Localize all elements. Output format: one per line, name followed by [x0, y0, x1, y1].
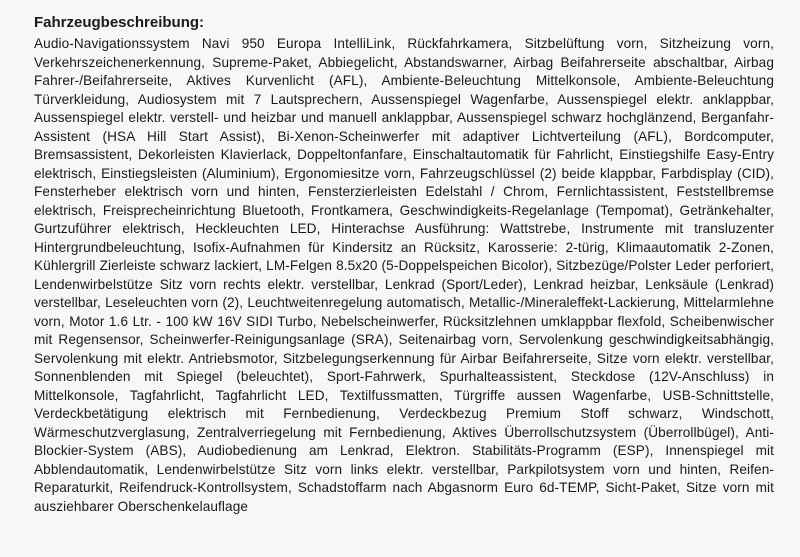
- page-title: Fahrzeugbeschreibung:: [34, 14, 205, 31]
- vehicle-description: [34, 14, 774, 516]
- equipment-list-text: Audio-Navigationssystem Navi 950 Europa IntelliLink, Rückfahrkamera, Sitzbelüftung vorn, Sitzheizung vorn, Verkehrszeichenerkennung, Supreme-Paket, Abbiegelicht, Abstandswarner, Airbag Beifahrerseite abschaltbar, Airbag Fahrer-/Beifahrerseite, Aktives Kurvenlicht (AFL), Ambiente-Beleuchtung Mittelkonsole, Ambiente-Beleuchtung Türverkleidung, Audiosystem mit 7 Lautsprechern, Aussenspiegel Wagenfarbe, Aussenspiegel elektr. anklappbar, Aussenspiegel elektr. verstell- und heizbar und manuell anklappbar, Aussenspiegel schwarz hochglänzend, Berganfahr-Assistent (HSA Hill Start Assist), Bi-Xenon-Scheinwerfer mit adaptiver Lichtverteilung (AFL), Bordcomputer, Bremsassistent, Dekorleisten Klavierlack, Doppeltonfanfare, Einschaltautomatik für Fahrlicht, Einstiegshilfe Easy-Entry elektrisch, Einstiegsleisten (Aluminium), Ergonomiesitze vorn, Fahrzeugschlüssel (2) beide klappbar, Farbdisplay (CID), Fensterheber elektrisch vorn und hinten, Fensterzierleisten Edelstahl / Chrom, Fernlichtassistent, Feststellbremse elektrisch, Freisprecheinrichtung Bluetooth, Frontkamera, Geschwindigkeits-Regelanlage (Tempomat), Getränkehalter, Gurtzuführer elektrisch, Heckleuchten LED, Hinterachse Ausführung: Wattstrebe, Instrumente mit transluzenter Hintergrundbeleuchtung, Isofix-Aufnahmen für Kindersitz an Rücksitz, Karosserie: 2-türig, Klimaautomatik 2-Zonen, Kühlergrill Zierleiste schwarz lackiert, LM-Felgen 8.5x20 (5-Doppelspeichen Bicolor), Sitzbezüge/Polster Leder perforiert, Lendenwirbelstütze Sitz vorn rechts elektr. verstellbar, Lenkrad (Sport/Leder), Lenkrad heizbar, Lenksäule (Lenkrad) verstellbar, Leseleuchten vorn (2), Leuchtweitenregelung automatisch, Metallic-/Mineraleffekt-Lackierung, Mittelarmlehne vorn, Motor 1.6 Ltr. - 100 kW 16V SIDI Turbo, Nebelscheinwerfer, Rücksitzlehnen umklappbar flexfold, Scheibenwischer mit Regensensor, Scheinwerfer-Reinigungsanlage (SRA), Seitenairbag vorn, Servolenkung geschwindigkeitsabhängig, Servolenkung mit elektr. Antriebsmotor, Sitzbelegungserkennung für Airbar Beifahrerseite, Sitze vorn elektr. verstellbar, Sonnenblenden mit Spiegel (beleuchtet), Sport-Fahrwerk, Spurhalteassistent, Steckdose (12V-Anschluss) in Mittelkonsole, Tagfahrlicht, Tagfahrlicht LED, Textilfussmatten, Türgriffe aussen Wagenfarbe, USB-Schnittstelle, Verdeckbetätigung elektrisch mit Fernbedienung, Verdeckbezug Premium Stoff schwarz, Windschott, Wärmeschutzverglasung, Zentralverriegelung mit Fernbedienung, Aktives Überrollschutzsystem (Überrollbügel), Anti-Blockier-System (ABS), Audiobedienung am Lenkrad, Elektron. Stabilitäts-Programm (ESP), Innenspiegel mit Abblendautomatik, Lendenwirbelstütze Sitz vorn links elektr. verstellbar, Parkpilotsystem vorn und hinten, Reifen-Reparaturkit, Reifendruck-Kontrollsystem, Schadstoffarm nach Abgasnorm Euro 6d-TEMP, Sicht-Paket, Sitze vorn mit ausziehbarer Oberschenkelauflage: [34, 36, 774, 514]
